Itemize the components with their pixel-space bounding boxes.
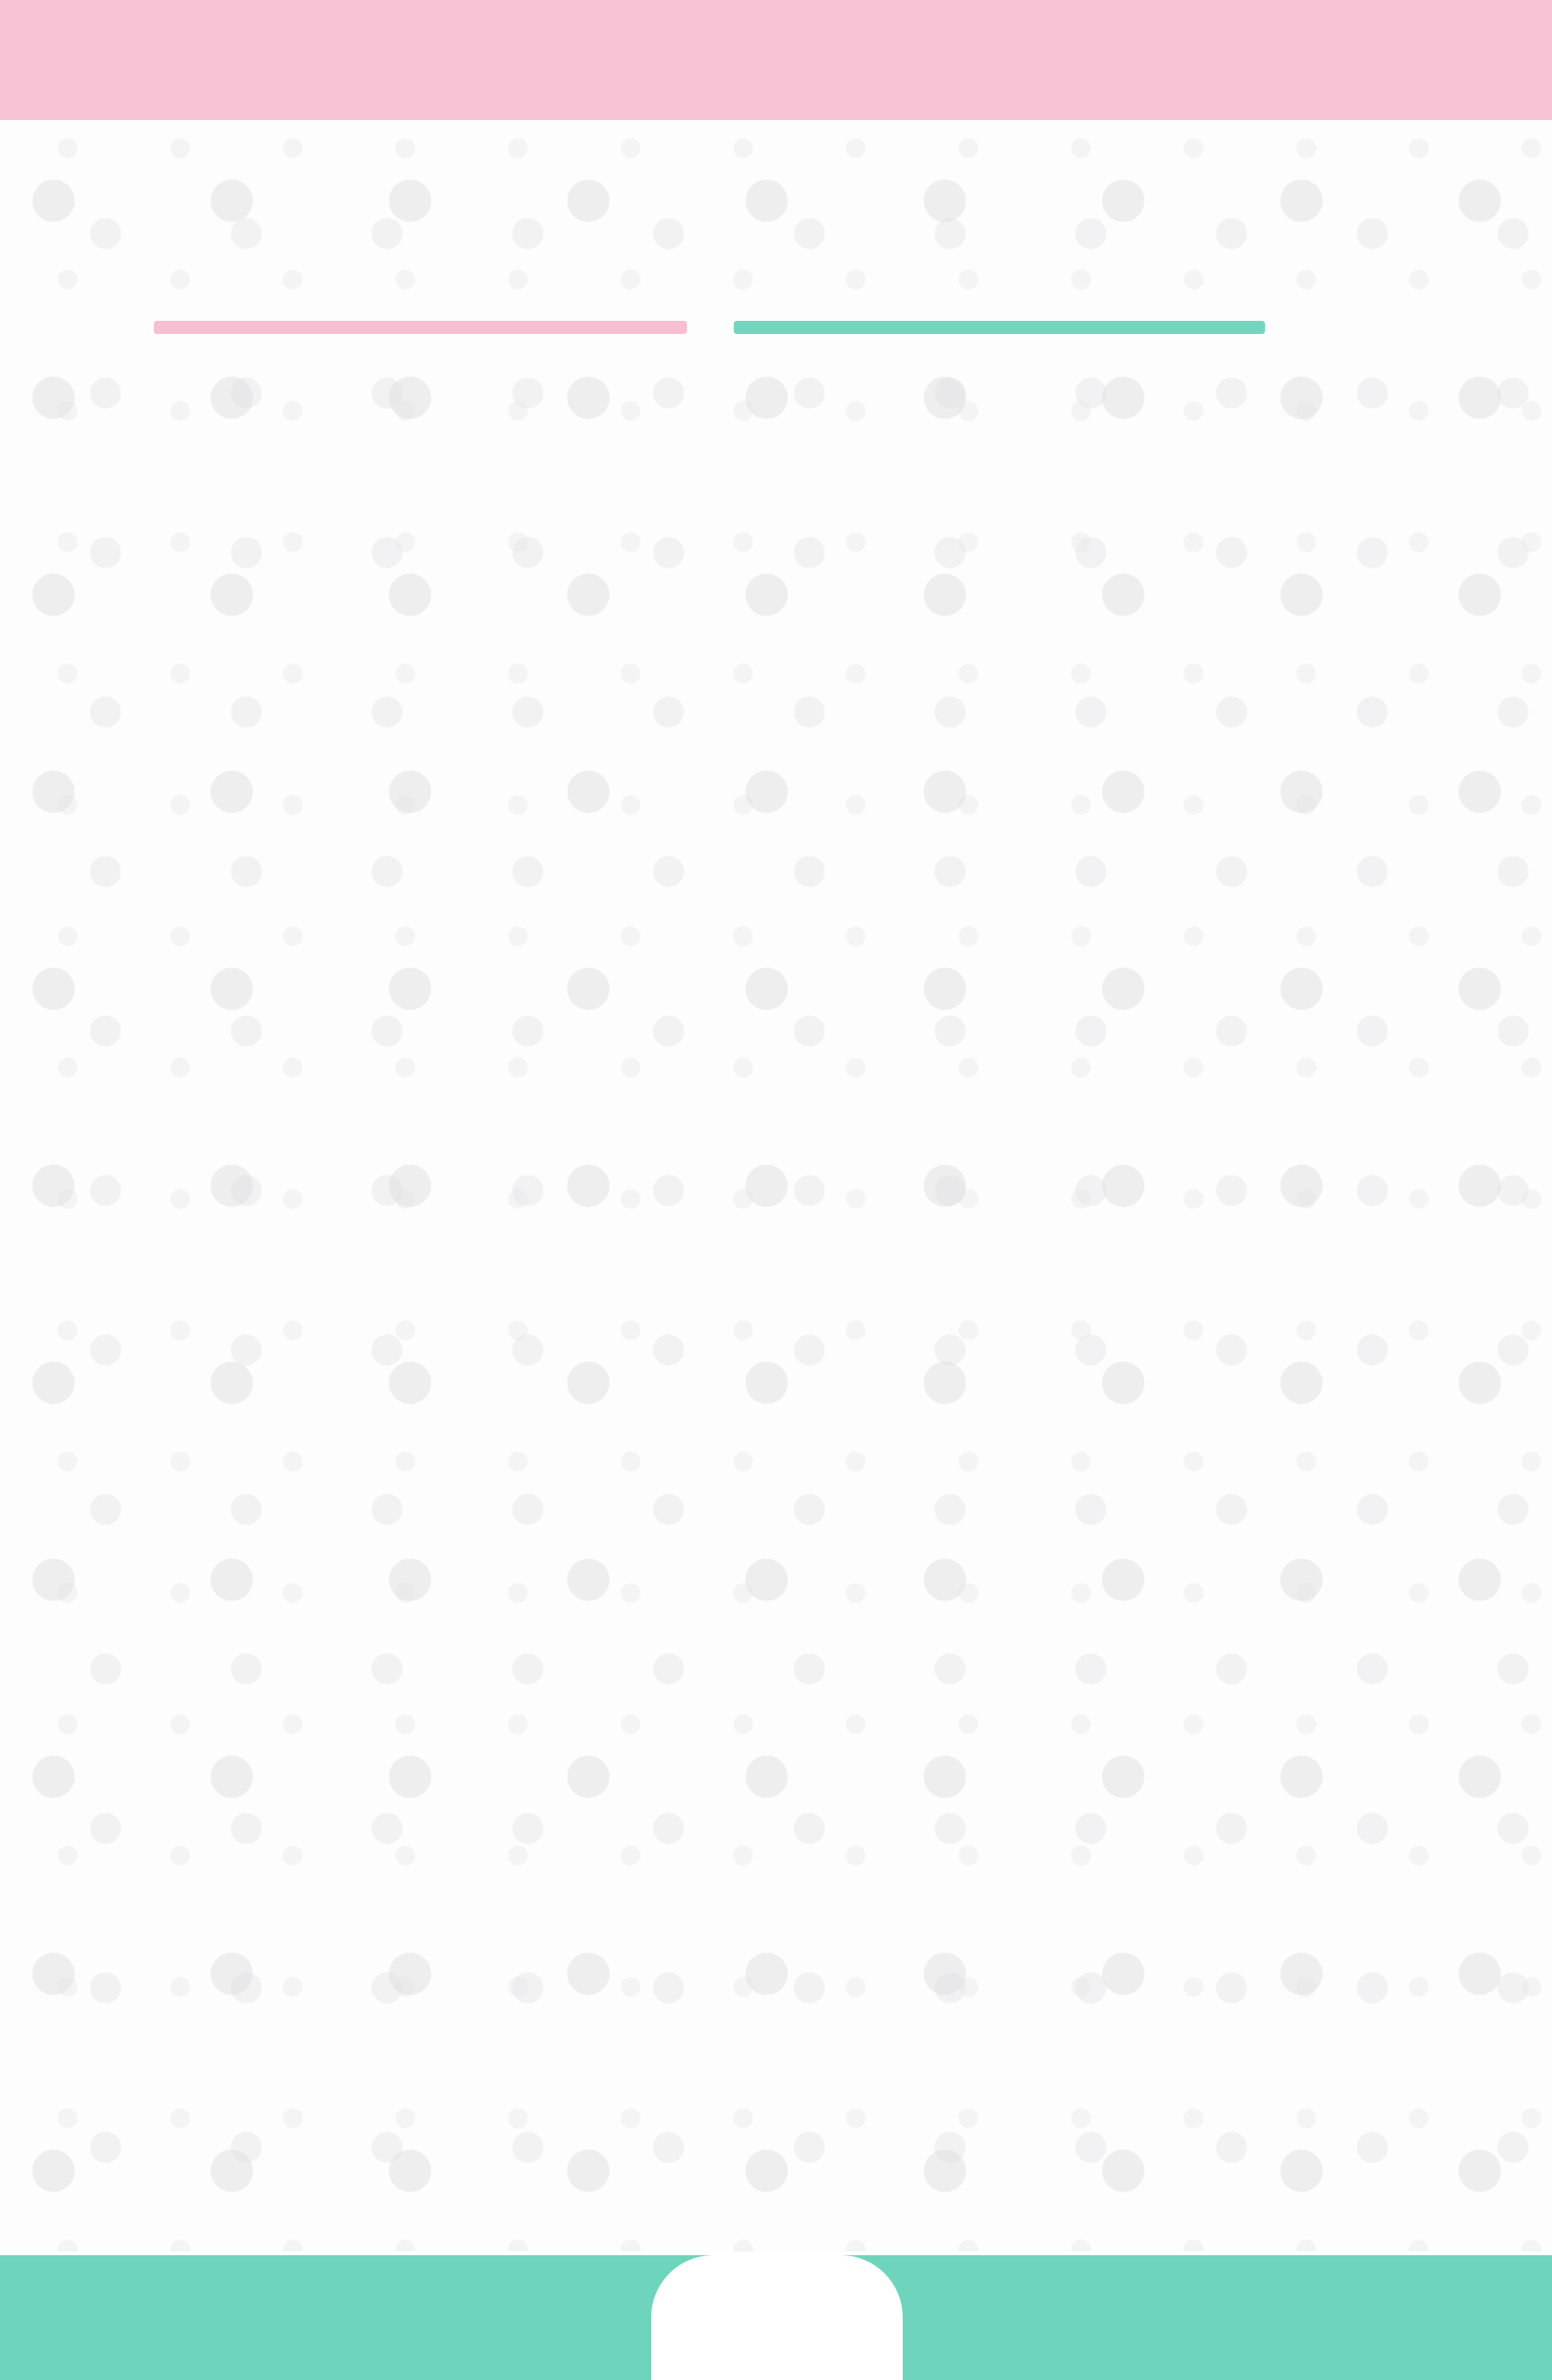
page-number-tab <box>651 2255 903 2380</box>
section-title <box>165 223 178 293</box>
title-underline-pink <box>154 321 687 334</box>
body-text <box>167 450 1385 502</box>
embroidery-pattern <box>0 0 1552 120</box>
background-pattern <box>0 122 1552 2251</box>
top-decorative-border <box>0 0 1552 120</box>
title-underline-teal <box>734 321 1265 334</box>
